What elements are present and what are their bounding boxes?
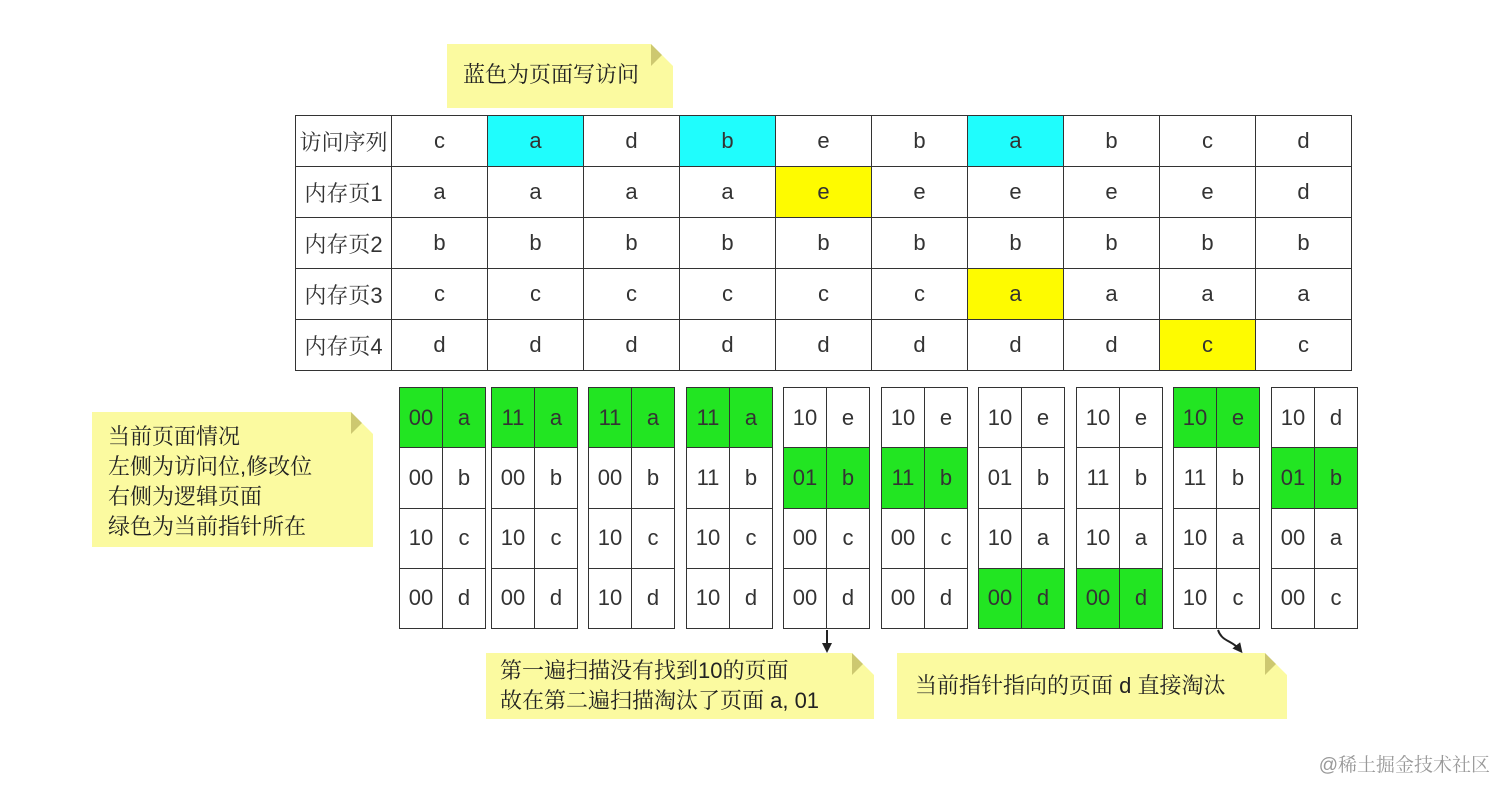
access-modify-bits: 11 (492, 388, 535, 448)
access-cell: a (488, 116, 584, 167)
clock-state-row (687, 448, 773, 508)
page-cell: c (680, 269, 776, 320)
access-modify-bits: 00 (882, 508, 925, 568)
page-cell: b (1064, 218, 1160, 269)
page-cell: a (1256, 269, 1352, 320)
logical-page: d (1120, 568, 1163, 628)
clock-state-table (686, 387, 773, 629)
access-modify-bits: 10 (589, 508, 632, 568)
clock-state-row (882, 448, 968, 508)
access-modify-bits: 00 (400, 448, 443, 508)
clock-state-row (784, 508, 870, 568)
page-cell: b (488, 218, 584, 269)
page-cell: b (680, 218, 776, 269)
clock-state-row (1272, 448, 1358, 508)
page-cell: b (776, 218, 872, 269)
page-cell: c (776, 269, 872, 320)
logical-page: d (925, 568, 968, 628)
logical-page: c (632, 508, 675, 568)
clock-state-row (400, 388, 486, 448)
page-cell: d (392, 320, 488, 371)
clock-state-row (1272, 388, 1358, 448)
page-cell: b (968, 218, 1064, 269)
logical-page: c (730, 508, 773, 568)
clock-state-row (400, 568, 486, 628)
logical-page: d (827, 568, 870, 628)
memory-page-row (296, 269, 1352, 320)
clock-state-row (589, 568, 675, 628)
logical-page: b (1217, 448, 1260, 508)
clock-state-row (400, 448, 486, 508)
evict-direct-line: 当前指针指向的页面 d 直接淘汰 (915, 673, 1226, 698)
logical-page: a (730, 388, 773, 448)
clock-state-row (400, 508, 486, 568)
logical-page: b (632, 448, 675, 508)
row-header: 内存页1 (296, 167, 392, 218)
page-cell: a (1160, 269, 1256, 320)
page-cell: d (488, 320, 584, 371)
access-modify-bits: 00 (979, 568, 1022, 628)
access-modify-bits: 11 (589, 388, 632, 448)
page-cell: a (1064, 269, 1160, 320)
clock-state-row (784, 448, 870, 508)
page-cell: a (680, 167, 776, 218)
clock-state-row (1077, 388, 1163, 448)
page-cell: a (584, 167, 680, 218)
clock-state-table (881, 387, 968, 629)
clock-state-row (687, 508, 773, 568)
access-modify-bits: 00 (1272, 508, 1315, 568)
access-modify-bits: 00 (492, 448, 535, 508)
page-cell: a (392, 167, 488, 218)
clock-state-row (589, 508, 675, 568)
page-cell: b (1160, 218, 1256, 269)
clock-state-table (1076, 387, 1163, 629)
logical-page: b (1022, 448, 1065, 508)
access-modify-bits: 10 (687, 568, 730, 628)
access-modify-bits: 11 (687, 448, 730, 508)
page-cell: d (776, 320, 872, 371)
logical-page: b (1315, 448, 1358, 508)
clock-state-row (589, 388, 675, 448)
access-modify-bits: 10 (784, 388, 827, 448)
page-cell: c (1256, 320, 1352, 371)
access-modify-bits: 01 (784, 448, 827, 508)
access-cell: b (1064, 116, 1160, 167)
second-pass-note (486, 653, 874, 719)
page-cell: e (1064, 167, 1160, 218)
logical-page: b (730, 448, 773, 508)
page-cell: c (488, 269, 584, 320)
page-cell: c (584, 269, 680, 320)
access-modify-bits: 00 (400, 388, 443, 448)
clock-state-row (784, 568, 870, 628)
state-legend-line: 当前页面情况 (108, 424, 241, 449)
access-modify-bits: 11 (1174, 448, 1217, 508)
clock-state-row (1174, 508, 1260, 568)
clock-state-row (1077, 448, 1163, 508)
page-cell: b (392, 218, 488, 269)
access-modify-bits: 00 (589, 448, 632, 508)
page-cell: e (872, 167, 968, 218)
clock-state-row (687, 388, 773, 448)
clock-state-row (979, 568, 1065, 628)
access-modify-bits: 10 (492, 508, 535, 568)
logical-page: a (443, 388, 486, 448)
access-modify-bits: 11 (1077, 448, 1120, 508)
row-header: 访问序列 (296, 116, 392, 167)
clock-state-row (1077, 508, 1163, 568)
logical-page: c (1217, 568, 1260, 628)
clock-state-row (1272, 508, 1358, 568)
clock-state-row (882, 388, 968, 448)
access-modify-bits: 10 (1174, 508, 1217, 568)
clock-state-row (492, 388, 578, 448)
access-cell: a (968, 116, 1064, 167)
access-modify-bits: 10 (1272, 388, 1315, 448)
watermark: @稀土掘金技术社区 (1318, 755, 1490, 776)
clock-state-table (399, 387, 486, 629)
access-cell: c (1160, 116, 1256, 167)
clock-state-row (492, 508, 578, 568)
second-pass-line: 故在第二遍扫描淘汰了页面 a, 01 (500, 688, 820, 713)
access-modify-bits: 00 (400, 568, 443, 628)
memory-page-row (296, 218, 1352, 269)
clock-state-row (1174, 568, 1260, 628)
logical-page: a (632, 388, 675, 448)
state-legend-line: 左侧为访问位,修改位 (108, 454, 313, 479)
clock-state-row (784, 388, 870, 448)
logical-page: b (827, 448, 870, 508)
logical-page: b (443, 448, 486, 508)
access-modify-bits: 00 (1077, 568, 1120, 628)
access-cell: b (872, 116, 968, 167)
page-cell: e (968, 167, 1064, 218)
logical-page: a (1120, 508, 1163, 568)
clock-state-row (882, 568, 968, 628)
clock-state-table (491, 387, 578, 629)
logical-page: c (925, 508, 968, 568)
logical-page: e (1022, 388, 1065, 448)
state-legend-line: 右侧为逻辑页面 (108, 484, 263, 509)
logical-page: d (1022, 568, 1065, 628)
logical-page: b (925, 448, 968, 508)
access-modify-bits: 10 (1077, 508, 1120, 568)
clock-state-row (1077, 568, 1163, 628)
access-modify-bits: 00 (882, 568, 925, 628)
page-cell: b (872, 218, 968, 269)
clock-state-row (979, 448, 1065, 508)
clock-state-row (687, 568, 773, 628)
access-modify-bits: 10 (1077, 388, 1120, 448)
logical-page: b (535, 448, 578, 508)
clock-state-row (979, 388, 1065, 448)
clock-state-table (588, 387, 675, 629)
page-cell: e (776, 167, 872, 218)
logical-page: c (535, 508, 578, 568)
access-modify-bits: 00 (784, 568, 827, 628)
page-access-table (295, 115, 1352, 371)
access-modify-bits: 00 (1272, 568, 1315, 628)
access-modify-bits: 10 (1174, 568, 1217, 628)
access-modify-bits: 11 (687, 388, 730, 448)
logical-page: a (1217, 508, 1260, 568)
logical-page: d (632, 568, 675, 628)
access-modify-bits: 00 (784, 508, 827, 568)
legend-blue-note (447, 44, 673, 108)
logical-page: e (1217, 388, 1260, 448)
access-modify-bits: 10 (979, 388, 1022, 448)
state-legend-note (92, 412, 373, 547)
logical-page: d (535, 568, 578, 628)
logical-page: d (443, 568, 486, 628)
page-cell: d (1064, 320, 1160, 371)
second-pass-line: 第一遍扫描没有找到10的页面 (500, 658, 789, 683)
page-cell: d (968, 320, 1064, 371)
access-modify-bits: 01 (1272, 448, 1315, 508)
access-cell: d (584, 116, 680, 167)
clock-state-table (1271, 387, 1358, 629)
clock-state-row (882, 508, 968, 568)
logical-page: c (827, 508, 870, 568)
access-cell: d (1256, 116, 1352, 167)
page-cell: c (1160, 320, 1256, 371)
row-header: 内存页4 (296, 320, 392, 371)
access-cell: b (680, 116, 776, 167)
access-modify-bits: 10 (400, 508, 443, 568)
clock-state-row (979, 508, 1065, 568)
page-cell: b (584, 218, 680, 269)
logical-page: e (925, 388, 968, 448)
access-cell: e (776, 116, 872, 167)
access-modify-bits: 10 (687, 508, 730, 568)
access-modify-bits: 01 (979, 448, 1022, 508)
state-legend-line: 绿色为当前指针所在 (108, 514, 307, 539)
logical-page: e (827, 388, 870, 448)
logical-page: b (1120, 448, 1163, 508)
page-cell: d (584, 320, 680, 371)
page-cell: e (1160, 167, 1256, 218)
logical-page: e (1120, 388, 1163, 448)
access-modify-bits: 10 (882, 388, 925, 448)
page-cell: a (968, 269, 1064, 320)
logical-page: a (1022, 508, 1065, 568)
evict-direct-note (897, 653, 1287, 719)
memory-page-row (296, 167, 1352, 218)
page-cell: d (872, 320, 968, 371)
page-cell: c (392, 269, 488, 320)
logical-page: c (443, 508, 486, 568)
logical-page: d (1315, 388, 1358, 448)
page-cell: d (1256, 167, 1352, 218)
row-header: 内存页2 (296, 218, 392, 269)
clock-state-table (783, 387, 870, 629)
logical-page: a (535, 388, 578, 448)
logical-page: d (730, 568, 773, 628)
clock-state-row (492, 568, 578, 628)
access-modify-bits: 00 (492, 568, 535, 628)
access-modify-bits: 11 (882, 448, 925, 508)
logical-page: c (1315, 568, 1358, 628)
page-cell: d (680, 320, 776, 371)
access-modify-bits: 10 (979, 508, 1022, 568)
clock-state-table (1173, 387, 1260, 629)
row-header: 内存页3 (296, 269, 392, 320)
access-modify-bits: 10 (1174, 388, 1217, 448)
page-cell: c (872, 269, 968, 320)
access-cell: c (392, 116, 488, 167)
arrow-evict-direct (1218, 630, 1240, 650)
clock-state-row (492, 448, 578, 508)
memory-page-row (296, 320, 1352, 371)
clock-state-table (978, 387, 1065, 629)
clock-state-row (1272, 568, 1358, 628)
clock-state-row (589, 448, 675, 508)
clock-state-row (1174, 448, 1260, 508)
access-modify-bits: 10 (589, 568, 632, 628)
page-cell: a (488, 167, 584, 218)
access-sequence-row (296, 116, 1352, 167)
logical-page: a (1315, 508, 1358, 568)
page-cell: b (1256, 218, 1352, 269)
legend-blue-text: 蓝色为页面写访问 (463, 62, 640, 87)
clock-state-row (1174, 388, 1260, 448)
